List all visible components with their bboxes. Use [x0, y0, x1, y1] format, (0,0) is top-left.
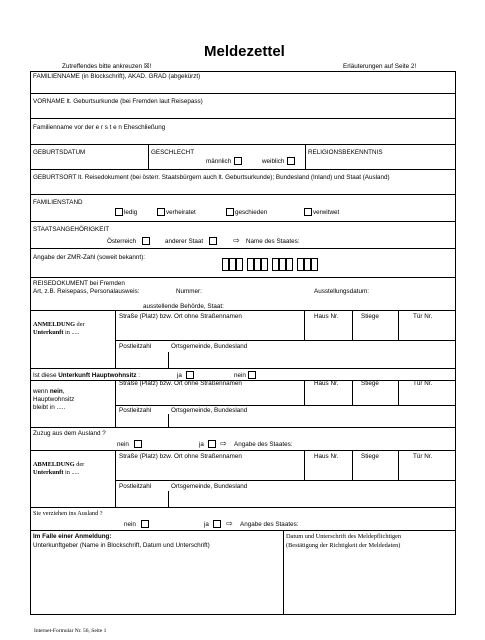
- married-label: verheiratet: [166, 209, 196, 216]
- if-no-line3: bleibt in .....: [33, 404, 66, 411]
- registration-label: [33, 321, 85, 328]
- single-label: ledig: [124, 209, 138, 216]
- col-divider: [398, 381, 399, 405]
- other-state-label: anderer Staat: [165, 238, 204, 245]
- landlord-label: Unterkunftgeber (Name in Blockschrift, Datum und Unterschrift): [33, 542, 210, 549]
- row-divider: [115, 405, 456, 406]
- registration-label-bold: ANMELDUNG: [33, 321, 75, 328]
- divorced-label: geschieden: [235, 209, 268, 216]
- abroad-no-label: nein: [117, 441, 129, 448]
- registration-door-label: Tür Nr.: [413, 313, 433, 320]
- deregistration-label2-bold: Unterkunft: [33, 469, 64, 476]
- birth-date-label: GEBURTSDATUM: [33, 149, 86, 156]
- zmr-digit-box[interactable]: [261, 258, 268, 271]
- deregistration-label-rest: der: [74, 461, 85, 468]
- deregistration-label: [33, 461, 84, 468]
- deregistration-house-label: Haus Nr.: [314, 453, 339, 460]
- abroad-question: Zuzug aus dem Ausland ?: [33, 430, 106, 437]
- col-divider: [115, 451, 116, 507]
- col-divider: [398, 451, 399, 480]
- moving-abroad-no-label: nein: [124, 521, 136, 528]
- abroad-yes-checkbox[interactable]: [208, 440, 216, 448]
- male-checkbox[interactable]: [234, 157, 242, 165]
- birth-place-label: GEBURTSORT lt. Reisedokument (bei österr. Staatsbürgern auch lt. Geburtsurkunde); Bundesland (Inland) und Staat (Ausland): [33, 174, 390, 181]
- zmr-digit-box[interactable]: [236, 258, 243, 271]
- residence-municipality-label: Ortsgemeinde, Bundesland: [171, 407, 248, 414]
- doc-number-label: Nummer:: [176, 288, 202, 295]
- abroad-yes-label: ja: [199, 441, 204, 448]
- col-divider: [148, 145, 149, 169]
- main-residence-yes-checkbox[interactable]: [186, 371, 194, 379]
- maiden-name-label: Familienname vor der e r s t e n Eheschließung: [33, 124, 166, 131]
- zmr-digit-box[interactable]: [272, 258, 279, 271]
- zmr-label: Angabe der ZMR-Zahl (soweit bekannt):: [33, 254, 145, 261]
- registration-house-label: Haus Nr.: [314, 313, 339, 320]
- confirmation-label: (Bestätigung der Richtigkeit der Meldedaten): [286, 542, 401, 549]
- row-divider: [30, 144, 456, 145]
- main-residence-q-bold: Unterkunft Hauptwohnsitz: [58, 372, 137, 379]
- col-divider: [352, 381, 353, 405]
- widowed-checkbox[interactable]: [304, 208, 312, 216]
- deregistration-label-line2: [33, 469, 79, 476]
- issue-date-label: Ausstellungsdatum:: [314, 288, 369, 295]
- deregistration-postcode-label: Postleitzahl: [119, 483, 152, 490]
- tick-instruction: Zutreffendes bitte ankreuzen ☒!: [62, 63, 152, 70]
- deregistration-municipality-label: Ortsgemeinde, Bundesland: [171, 483, 248, 490]
- residence-street-label: Straße (Platz) bzw. Ort ohne Straßennamen: [119, 380, 242, 387]
- austria-checkbox[interactable]: [142, 237, 150, 245]
- zmr-digit-box[interactable]: [222, 258, 229, 271]
- moving-abroad-yes-checkbox[interactable]: [213, 520, 221, 528]
- deregistration-label2-rest: in .....: [63, 469, 80, 476]
- row-divider: [30, 118, 456, 119]
- main-residence-yes-label: ja: [177, 372, 182, 379]
- col-divider: [168, 491, 169, 507]
- row-divider: [115, 480, 456, 481]
- col-divider: [168, 352, 169, 368]
- female-checkbox[interactable]: [287, 157, 295, 165]
- divorced-checkbox[interactable]: [226, 208, 234, 216]
- row-divider: [30, 194, 456, 195]
- travel-doc-label: REISEDOKUMENT bei Fremden: [33, 280, 125, 287]
- zmr-digit-box[interactable]: [304, 258, 311, 271]
- deregistration-street-label: Straße (Platz) bzw. Ort ohne Straßennamen: [119, 453, 242, 460]
- registration-label-rest: der: [74, 321, 85, 328]
- if-no-part1: wenn: [33, 388, 50, 395]
- sex-label: GESCHLECHT: [151, 149, 195, 156]
- date-signature-label: Datum und Unterschrift des Meldepflichtigen: [286, 533, 402, 540]
- zmr-digit-box[interactable]: [297, 258, 304, 271]
- main-residence-question: [33, 372, 140, 379]
- deregistration-label-bold: ABMELDUNG: [33, 461, 75, 468]
- citizenship-label: STAATSANGEHÖRIGKEIT: [33, 226, 110, 233]
- travel-doc-type-label: Art, z.B. Reisepass, Personalausweis:: [33, 288, 140, 295]
- row-divider: [30, 368, 456, 369]
- residence-postcode-label: Postleitzahl: [119, 407, 152, 414]
- moving-abroad-question: Sie verziehen ins Ausland ?: [33, 510, 103, 517]
- col-divider: [352, 451, 353, 480]
- row-divider: [30, 93, 456, 94]
- row-divider: [30, 277, 456, 278]
- abroad-no-checkbox[interactable]: [134, 440, 142, 448]
- if-no-label: [33, 388, 65, 395]
- row-divider: [30, 507, 456, 508]
- explanations-note: Erläuterungen auf Seite 2!: [343, 63, 417, 70]
- col-divider: [283, 531, 284, 614]
- registration-postcode-label: Postleitzahl: [119, 343, 152, 350]
- row-divider: [30, 169, 456, 170]
- austria-label: Österreich: [107, 238, 137, 245]
- arrow-icon: ⇨: [220, 439, 227, 448]
- main-residence-q1: Ist diese: [33, 372, 59, 379]
- residence-stairs-label: Stiege: [361, 380, 379, 387]
- residence-house-label: Haus Nr.: [314, 380, 339, 387]
- registration-stairs-label: Stiege: [361, 313, 379, 320]
- surname-label: FAMILIENNAME (in Blockschrift), AKAD. GRAD (abgekürzt): [33, 73, 201, 80]
- col-divider: [304, 311, 305, 340]
- row-divider: [115, 340, 456, 341]
- marital-status-label: FAMILIENSTAND: [33, 199, 83, 206]
- deregistration-door-label: Tür Nr.: [413, 453, 433, 460]
- registration-municipality-label: Ortsgemeinde, Bundesland: [171, 343, 248, 350]
- moving-abroad-yes-label: ja: [204, 521, 209, 528]
- single-checkbox[interactable]: [115, 208, 123, 216]
- registration-case-label: Im Falle einer Anmeldung:: [33, 533, 112, 540]
- widowed-label: verwitwet: [313, 209, 340, 216]
- row-divider: [30, 248, 456, 249]
- main-residence-q-end: :: [136, 372, 141, 379]
- registration-label2-rest: in .....: [63, 329, 80, 336]
- col-divider: [168, 414, 169, 427]
- col-divider: [115, 381, 116, 427]
- if-no-bold: nein: [49, 388, 63, 395]
- if-no-part2: ,: [62, 388, 65, 395]
- registration-street-label: Straße (Platz) bzw. Ort ohne Straßennamen: [119, 313, 242, 320]
- religion-label: RELIGIONSBEKENNTNIS: [308, 149, 383, 156]
- row-divider: [30, 221, 456, 222]
- issuing-authority-label: ausstellende Behörde, Staat:: [143, 303, 224, 310]
- row-divider: [30, 530, 456, 531]
- row-divider: [30, 450, 456, 451]
- male-label: männlich: [206, 158, 232, 165]
- col-divider: [352, 311, 353, 340]
- zmr-digit-box[interactable]: [229, 258, 236, 271]
- female-label: weiblich: [262, 158, 285, 165]
- footer-form-number: Internet-Formular Nr. 56, Seite 1: [34, 628, 107, 634]
- row-divider: [30, 380, 456, 381]
- main-residence-no-label: nein: [234, 372, 246, 379]
- arrow-icon: ⇨: [233, 236, 240, 245]
- moving-abroad-no-checkbox[interactable]: [141, 520, 149, 528]
- zmr-digit-box[interactable]: [247, 258, 254, 271]
- row-divider: [30, 310, 456, 311]
- first-name-label: VORNAME lt. Geburtsurkunde (bei Fremden laut Reisepass): [33, 98, 203, 105]
- moving-abroad-state-label: Angabe des Staates:: [240, 521, 299, 528]
- zmr-digit-box[interactable]: [279, 258, 286, 271]
- row-divider: [30, 427, 456, 428]
- col-divider: [305, 145, 306, 169]
- main-residence-no-checkbox[interactable]: [248, 371, 256, 379]
- form-title: Meldezettel: [204, 43, 285, 60]
- married-checkbox[interactable]: [157, 208, 165, 216]
- abroad-state-label: Angabe des Staates:: [234, 441, 293, 448]
- if-no-line2: Hauptwohnsitz: [33, 396, 75, 403]
- col-divider: [304, 381, 305, 405]
- deregistration-stairs-label: Stiege: [361, 453, 379, 460]
- state-name-label: Name des Staates:: [246, 238, 300, 245]
- other-state-checkbox[interactable]: [209, 237, 217, 245]
- col-divider: [398, 311, 399, 340]
- zmr-digit-box[interactable]: [311, 258, 318, 271]
- registration-label-line2: [33, 329, 79, 336]
- arrow-icon: ⇨: [226, 519, 233, 528]
- col-divider: [304, 451, 305, 480]
- residence-door-label: Tür Nr.: [413, 380, 433, 387]
- zmr-digit-box[interactable]: [254, 258, 261, 271]
- registration-label2-bold: Unterkunft: [33, 329, 64, 336]
- zmr-digit-box[interactable]: [286, 258, 293, 271]
